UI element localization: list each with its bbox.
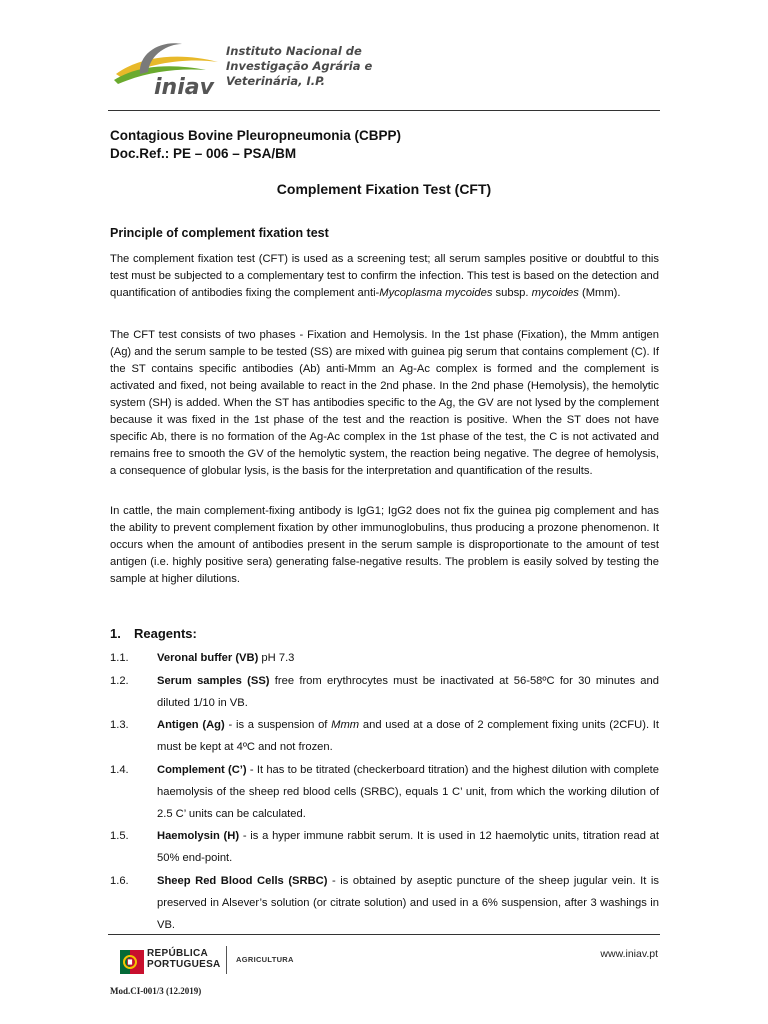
- section-title: Reagents:: [134, 626, 197, 641]
- item-term: Veronal buffer (VB): [157, 652, 259, 664]
- item-number: 1.4.: [110, 764, 129, 776]
- ministry-name: AGRICULTURA: [236, 955, 294, 964]
- header-divider: [108, 110, 660, 111]
- reagent-item: [110, 825, 659, 869]
- republic-line: PORTUGUESA: [147, 959, 221, 970]
- reagent-item: [110, 759, 659, 825]
- document-title-line: Contagious Bovine Pleuropneumonia (CBPP): [110, 128, 402, 143]
- section-number: 1.: [110, 626, 121, 641]
- paragraph-cattle: In cattle, the main complement-fixing antibody is IgG1; IgG2 does not fix the guinea pig complement and has the ability to prevent complement fixation by other immunoglobulins, thus producing a prozone phenomenon. It occurs when the amount of antibodies present in the serum sample is disproportionate to the amount of test antigen (i.e. highly positive sera) generating false-negative results. The problem is easily solved by testing the sample at higher dilutions.: [110, 505, 659, 585]
- item-term: Haemolysin (H): [157, 830, 240, 842]
- item-text: - is a hyper immune rabbit serum. It is used in 12 haemolytic units, titration read at 50% end-point.: [157, 830, 659, 864]
- institute-line: Veterinária, I.P.: [226, 74, 325, 88]
- item-term: Serum samples (SS): [157, 675, 270, 687]
- footer-divider: [108, 934, 660, 935]
- paragraph-phases: The CFT test consists of two phases - Fixation and Hemolysis. In the 1st phase (Fixation), the Mmm antigen (Ag) and the serum sample to be tested (SS) are mixed with guinea pig serum that contains complement (C). If the ST contains specific antibodies (Ab) anti-Mmm an Ag-Ac complex is formed and the complement is activated and fixed, not being available to react in the 2nd phase. In the 2nd phase (Hemolysis), the hemolytic system (SH) is added. When the ST has antibodies specific to the Ag, the GV are not lysed by the complement because it was fixed in the 1st phase of the test and the reaction is positive. When the ST does not have specific Ab, there is no formation of the Ag-Ac complex in the 1st phase of the test, the C is not activated and remains free to smooth the GV of the hemolytic system, the reaction being negative. The degree of hemolysis, a consequence of globular lysis, is the basis for the interpretation and quantification of the results.: [110, 329, 659, 477]
- republic-line: REPÚBLICA: [147, 948, 209, 959]
- reagents-heading: [110, 626, 197, 641]
- species-name: Mycoplasma mycoides: [379, 287, 493, 299]
- item-term: Complement (C’): [157, 764, 247, 776]
- item-number: 1.1.: [110, 652, 129, 664]
- item-italic: Mmm: [331, 719, 360, 731]
- institute-line: Investigação Agrária e: [226, 59, 373, 73]
- document-title: [110, 127, 401, 163]
- model-reference: Mod.CI-001/3 (12.2019): [110, 986, 202, 996]
- paragraph-text: (Mmm).: [578, 287, 621, 299]
- item-number: 1.3.: [110, 719, 129, 731]
- item-text: - is a suspension of: [224, 719, 332, 731]
- republic-name: [147, 948, 221, 970]
- iniav-logo: [110, 34, 228, 100]
- institute-line: Instituto Nacional de: [226, 44, 362, 58]
- paragraph-intro: [110, 251, 659, 302]
- item-text: free from erythrocytes must be inactivated at 56-58ºC for 30 minutes and diluted 1/10 in VB.: [157, 675, 659, 709]
- item-text: - It has to be titrated (checkerboard titration) and the highest dilution with complete haemolysis of the sheep red blood cells (SRBC), equals 1 C’ unit, from which the working dilution of 2.5 C’ units can be calculated.: [157, 764, 659, 820]
- principle-heading: Principle of complement fixation test: [110, 226, 329, 240]
- item-text: pH 7.3: [258, 652, 295, 664]
- item-term: Sheep Red Blood Cells (SRBC): [157, 875, 328, 887]
- footer-separator: [226, 946, 227, 974]
- reagent-item: [110, 870, 659, 936]
- item-term: Antigen (Ag): [157, 719, 225, 731]
- item-text: - is obtained by aseptic puncture of the sheep jugular vein. It is preserved in Alsever’s solution (or citrate solution) and used in a 6% suspension, after 3 washings in VB.: [157, 875, 659, 931]
- reagent-item: [110, 647, 659, 669]
- reagent-item: [110, 714, 659, 758]
- main-title: Complement Fixation Test (CFT): [276, 181, 492, 197]
- subspecies-name: mycoides: [531, 287, 579, 299]
- website-link[interactable]: www.iniav.pt: [600, 948, 658, 960]
- institute-name: [226, 44, 406, 89]
- item-number: 1.2.: [110, 675, 129, 687]
- document-reference: Doc.Ref.: PE – 006 – PSA/BM: [110, 146, 297, 161]
- reagent-item: [110, 670, 659, 714]
- item-number: 1.5.: [110, 830, 129, 842]
- item-text: and used at a dose of 2 complement fixing units (2CFU). It must be kept at 4ºC and not frozen.: [157, 719, 660, 753]
- paragraph-text: subsp.: [492, 287, 532, 299]
- svg-text:iniav: iniav: [154, 75, 214, 100]
- paragraph-text: The complement fixation test (CFT) is used as a screening test; all serum samples positive or doubtful to this test must be subjected to a complementary test to confirm the infection. This test is based on the detection and quantification of antibodies fixing the complement anti-: [110, 253, 659, 299]
- item-number: 1.6.: [110, 875, 129, 887]
